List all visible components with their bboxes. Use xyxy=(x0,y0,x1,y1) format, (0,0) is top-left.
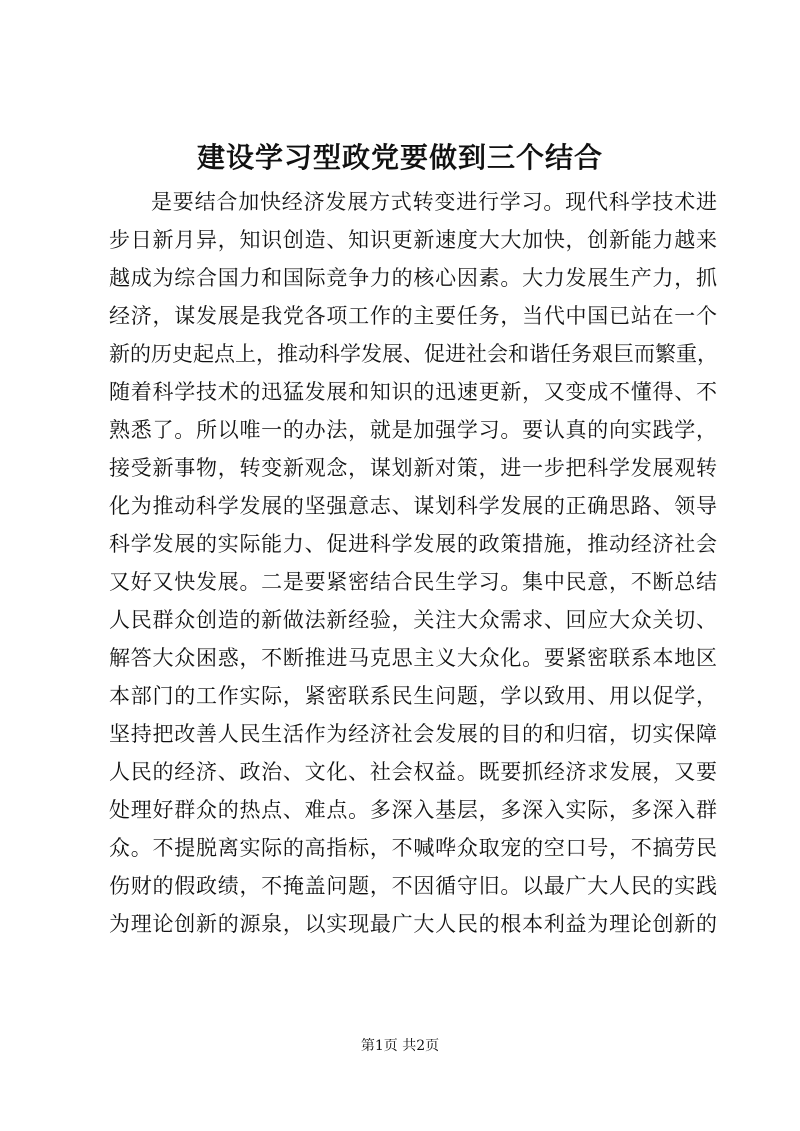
document-title: 建设学习型政党要做到三个结合 xyxy=(196,141,603,174)
text-line: 熟悉了。所以唯一的办法，就是加强学习。要认真的向实践学， xyxy=(109,418,717,442)
text-line: 处理好群众的热点、难点。多深入基层，多深入实际，多深入群 xyxy=(109,798,717,822)
text-line: 步日新月异，知识创造、知识更新速度大大加快，创新能力越来 xyxy=(109,228,717,252)
text-line: 又好又快发展。二是要紧密结合民生学习。集中民意，不断总结 xyxy=(109,570,717,594)
page-footer: 第1页 共2页 xyxy=(360,1038,440,1054)
text-line: 解答大众困惑，不断推进马克思主义大众化。要紧密联系本地区 xyxy=(109,646,717,670)
text-line: 人民群众创造的新做法新经验，关注大众需求、回应大众关切、 xyxy=(109,608,717,632)
text-line: 越成为综合国力和国际竞争力的核心因素。大力发展生产力，抓 xyxy=(109,266,717,290)
text-line: 为理论创新的源泉，以实现最广大人民的根本利益为理论创新的 xyxy=(109,912,717,936)
text-line: 科学发展的实际能力、促进科学发展的政策措施，推动经济社会 xyxy=(109,532,717,556)
text-line: 是要结合加快经济发展方式转变进行学习。现代科学技术进 xyxy=(151,190,717,214)
text-line: 化为推动科学发展的坚强意志、谋划科学发展的正确思路、领导 xyxy=(109,494,717,518)
text-line: 人民的经济、政治、文化、社会权益。既要抓经济求发展，又要 xyxy=(109,760,717,784)
text-line: 经济，谋发展是我党各项工作的主要任务，当代中国已站在一个 xyxy=(109,304,717,328)
text-line: 众。不提脱离实际的高指标，不喊哗众取宠的空口号，不搞劳民 xyxy=(109,836,717,860)
text-line: 本部门的工作实际，紧密联系民生问题，学以致用、用以促学， xyxy=(109,684,717,708)
text-line: 接受新事物，转变新观念，谋划新对策，进一步把科学发展观转 xyxy=(109,456,717,480)
body-paragraph xyxy=(109,183,717,943)
text-line: 随着科学技术的迅猛发展和知识的迅速更新，又变成不懂得、不 xyxy=(109,380,717,404)
text-line: 伤财的假政绩，不掩盖问题，不因循守旧。以最广大人民的实践 xyxy=(109,874,717,898)
text-line: 新的历史起点上，推动科学发展、促进社会和谐任务艰巨而繁重， xyxy=(109,342,718,366)
text-line: 坚持把改善人民生活作为经济社会发展的目的和归宿，切实保障 xyxy=(109,722,717,746)
